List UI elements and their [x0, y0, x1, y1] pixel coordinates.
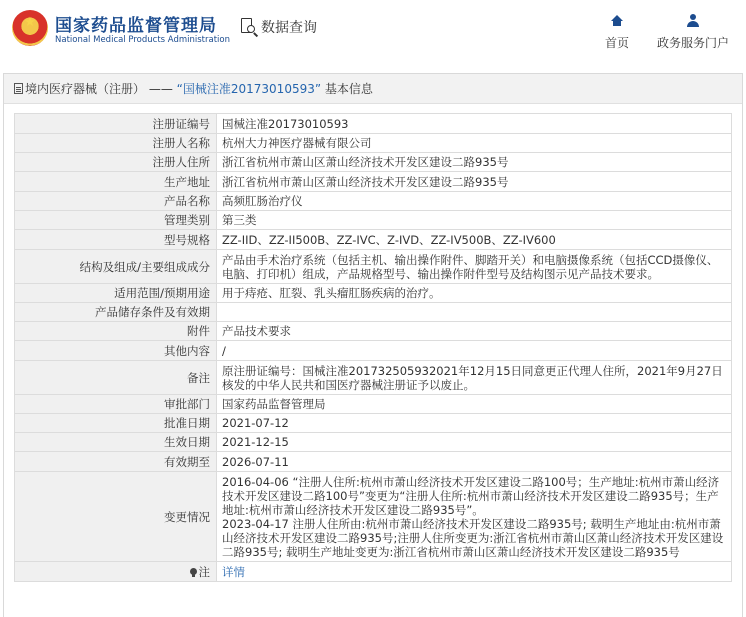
change-record: 2023-04-17 注册人住所由:杭州市萧山经济技术开发区建设二路935号; 载明生产地址由:杭州市萧山经济技术开发区建设二路935号;注册人住所变更为:浙江省杭州市萧山区萧山经济技术开发区建设二路935号; 载明生产地址变更为:浙江省杭州市萧山区萧山经济技术开发区建设二路935号 [222, 516, 724, 559]
table-row [15, 562, 732, 582]
field-label-text: 结构及组成/主要组成成分 [79, 259, 210, 274]
field-value [217, 192, 732, 211]
field-value [217, 303, 732, 322]
field-value [217, 172, 732, 192]
field-value [217, 211, 732, 230]
field-value-text: / [222, 343, 226, 358]
field-label [15, 114, 217, 134]
field-value [217, 284, 732, 303]
table-row [15, 284, 732, 303]
field-value [217, 322, 732, 341]
field-label [15, 341, 217, 361]
table-row [15, 114, 732, 134]
field-label [15, 452, 217, 472]
field-value [217, 562, 732, 582]
field-label [15, 414, 217, 433]
field-value-text: 浙江省杭州市萧山区萧山经济技术开发区建设二路935号 [222, 174, 509, 189]
field-value-text: ZZ-IID、ZZ-II500B、ZZ-IVC、Z-IVD、ZZ-IV500B、ZZ-IV600 [222, 232, 556, 247]
home-icon [611, 15, 623, 26]
field-value-text: 国家药品监督管理局 [222, 397, 326, 411]
field-value [217, 250, 732, 284]
field-label-text: 其他内容 [164, 343, 210, 358]
field-value-text: 2021-12-15 [222, 435, 289, 449]
field-label [15, 134, 217, 153]
table-row [15, 322, 732, 341]
brand-name-en: National Medical Products Administration [55, 35, 230, 45]
table-row [15, 361, 732, 395]
field-label [15, 472, 217, 562]
field-value-text: 高频肛肠治疗仪 [222, 194, 303, 208]
field-label-text: 适用范围/预期用途 [114, 286, 210, 300]
table-row [15, 414, 732, 433]
table-row [15, 230, 732, 250]
table-row [15, 395, 732, 414]
field-value-text: 杭州大力神医疗器械有限公司 [222, 136, 372, 150]
field-label-text: 变更情况 [164, 509, 210, 524]
table-row [15, 303, 732, 322]
field-label [15, 284, 217, 303]
table-row [15, 452, 732, 472]
field-label-text: 型号规格 [164, 232, 210, 247]
field-value-text: 国械注准20173010593 [222, 116, 349, 131]
field-label-text: 注册人住所 [152, 155, 210, 169]
field-value [217, 414, 732, 433]
field-label-text: 管理类别 [164, 213, 210, 227]
field-value-text: 原注册证编号：国械注准201732505932021年12月15日同意更正代理人住所，2021年9月27日核发的中华人民共和国医疗器械注册证予以废止。 [222, 363, 723, 392]
title-suffix: 基本信息 [321, 82, 373, 96]
document-search-icon [240, 17, 258, 37]
field-value [217, 361, 732, 395]
table-row [15, 134, 732, 153]
field-value [217, 472, 732, 562]
title-category: 境内医疗器械（注册） [25, 82, 146, 96]
field-label-text: 产品名称 [164, 194, 210, 208]
field-label [15, 322, 217, 341]
table-row [15, 211, 732, 230]
field-label-text: 产品储存条件及有效期 [95, 305, 210, 319]
field-label [15, 153, 217, 172]
document-icon [14, 83, 23, 94]
field-label-text: 审批部门 [164, 397, 210, 411]
field-value [217, 341, 732, 361]
data-query-label: 数据查询 [261, 20, 317, 36]
panel-title [4, 74, 742, 104]
field-label [15, 172, 217, 192]
table-row [15, 341, 732, 361]
details-link[interactable]: 详情 [222, 564, 245, 579]
field-label [15, 192, 217, 211]
table-row [15, 472, 732, 562]
field-label [15, 303, 217, 322]
data-query-link[interactable] [240, 17, 317, 37]
title-registration-number: “国械注准20173010593” [176, 82, 322, 96]
field-label [15, 361, 217, 395]
registration-info-table [14, 113, 732, 582]
field-label [15, 562, 217, 582]
field-label-text: 批准日期 [164, 416, 210, 430]
field-label [15, 230, 217, 250]
field-label-text: 注册证编号 [152, 116, 210, 131]
table-row [15, 153, 732, 172]
field-value [217, 114, 732, 134]
detail-panel [3, 73, 743, 617]
field-label [15, 433, 217, 452]
field-label-text: 有效期至 [164, 454, 210, 469]
field-value-text: 产品技术要求 [222, 324, 291, 338]
field-value [217, 230, 732, 250]
field-value [217, 395, 732, 414]
field-label [15, 250, 217, 284]
field-label [15, 395, 217, 414]
brand-name-cn[interactable]: 国家药品监督管理局 [55, 16, 217, 36]
field-label-text: 生效日期 [164, 435, 210, 449]
nav-home[interactable] [602, 12, 632, 51]
nav-portal-label: 政务服务门户 [656, 36, 729, 50]
field-value-text: 2021-07-12 [222, 416, 289, 430]
field-label-text: 附件 [187, 324, 210, 338]
change-record: 2016-04-06 “注册人住所:杭州市萧山经济技术开发区建设二路100号；生产地址:杭州市萧山经济技术开发区建设二路100号”变更为“注册人住所:杭州市萧山经济技术开发区建设二路935号；生产地址:杭州市萧山经济技术开发区建设二路935号”。 [222, 474, 720, 517]
table-row [15, 192, 732, 211]
title-separator: —— [145, 81, 177, 96]
site-header [0, 0, 746, 62]
field-label-text: 注 [198, 564, 210, 579]
field-value [217, 452, 732, 472]
table-row [15, 433, 732, 452]
national-emblem-logo[interactable]: ★ [12, 10, 48, 46]
table-row [15, 172, 732, 192]
field-value-text: 用于痔疮、肛裂、乳头瘤肛肠疾病的治疗。 [222, 286, 441, 300]
field-label-text: 注册人名称 [152, 136, 210, 150]
field-label-text: 备注 [187, 370, 210, 385]
lightbulb-icon [190, 568, 197, 577]
nav-home-label: 首页 [604, 36, 629, 50]
field-value-text: 浙江省杭州市萧山区萧山经济技术开发区建设二路935号 [222, 155, 509, 169]
field-value-text: 第三类 [222, 213, 257, 227]
field-value-text: 2026-07-11 [222, 454, 289, 469]
field-value [217, 134, 732, 153]
field-value [217, 153, 732, 172]
user-icon [687, 14, 699, 27]
field-label-text: 生产地址 [164, 174, 210, 189]
field-value [217, 433, 732, 452]
field-value-text: 产品由手术治疗系统（包括主机、输出操作附件、脚踏开关）和电脑摄像系统（包括CCD摄像仪、电脑、打印机）组成，产品规格型号、输出操作附件型号及结构图示见产品技术要求。 [222, 252, 719, 281]
field-label [15, 211, 217, 230]
table-row [15, 250, 732, 284]
nav-government-portal[interactable] [655, 12, 731, 51]
